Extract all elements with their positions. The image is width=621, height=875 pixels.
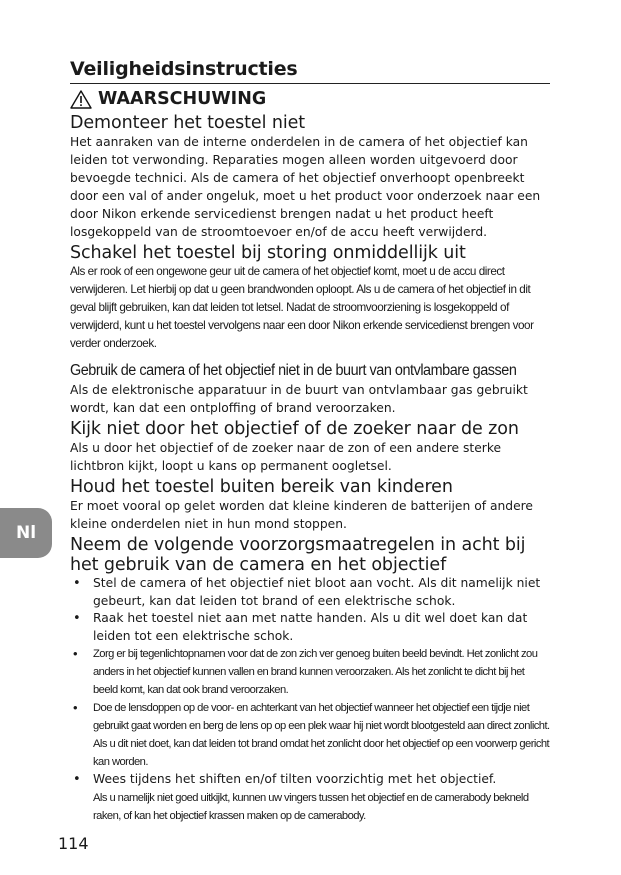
section-flammable-gas [70,361,550,417]
section-malfunction [70,243,550,353]
section-body: Het aanraken van de interne onderdelen in de camera of het objectief kan leiden tot verwonding. Reparaties mogen alleen worden uitgevoerd door bevoegde technici. Als de camera of het objectief onverhoopt openbreekt door een val of ander ongeluk, moet u het product voor onderzoek naar een door Nikon erkende servicedienst brengen nadat u het product heeft losgekoppeld van de stroomtoevoer en/of de accu heeft verwijderd. [70,135,541,239]
section-body: Als u door het objectief of de zoeker naar de zon of een andere sterke lichtbron kijkt, loopt u kans op permanent oogletsel. [70,441,502,473]
section-heading: Schakel het toestel bij storing onmiddellijk uit [70,243,466,263]
language-tab: Nl [0,508,52,558]
section-children [70,477,550,533]
list-item: • Zorg er bij tegenlichtopnamen voor dat de zon zich ver genoeg buiten beeld bevindt. Het zonlicht zou anders in het objectief kunnen vallen en brand kunnen veroorzaken. Als het zonlicht te dicht bij het beeld komt, kan dat ook brand veroorzaken. [70,645,550,699]
warning-triangle-icon [70,90,92,109]
document-page [70,58,550,825]
section-heading: Neem de volgende voorzorgsmaatregelen in acht bij het gebruik van de camera en het objectief [70,535,526,575]
list-item-text: Wees tijdens het shiften en/of tilten voorzichtig met het objectief. [93,772,497,786]
section-body: Als de elektronische apparatuur in de buurt van ontvlambaar gas gebruikt wordt, kan dat een ontploffing of brand veroorzaken. [70,383,528,415]
precautions-list [70,575,550,825]
list-item-subtext: Als u namelijk niet goed uitkijkt, kunnen uw vingers tussen het objectief en de camerabody bekneld raken, of kan het objectief krassen maken op de camerabody. [93,791,529,822]
section-heading: Kijk niet door het objectief of de zoeker naar de zon [70,419,519,439]
warning-label: WAARSCHUWING [98,89,267,109]
section-body: Als er rook of een ongewone geur uit de camera of het objectief komt, moet u de accu direct verwijderen. Let hierbij op dat u geen brandwonden oploopt. Als u de camera of het objectief in dit geval blijft gebruiken, kan dat leiden tot letsel. Nadat de stroomvoorziening is losgekoppeld of verwijderd, kunt u het toestel vervolgens naar een door Nikon erkende servicedienst brengen voor verder onderzoek. [70,265,534,350]
section-disassemble [70,113,550,241]
section-heading: Houd het toestel buiten bereik van kinderen [70,477,453,497]
list-item: • Raak het toestel niet aan met natte handen. Als u dit wel doet kan dat leiden tot een elektrische schok. [70,610,550,645]
list-item [70,771,550,825]
section-body: Er moet vooral op gelet worden dat kleine kinderen de batterijen of andere kleine onderdelen niet in hun mond stoppen. [70,499,534,531]
warning-heading [70,88,550,110]
section-heading: Demonteer het toestel niet [70,113,306,133]
section-sun [70,419,550,475]
section-heading: Gebruik de camera of het objectief niet in de buurt van ontvlambare gassen [70,362,517,379]
list-item: • Stel de camera of het objectief niet bloot aan vocht. Als dit namelijk niet gebeurt, kan dat leiden tot brand of een elektrische schok. [70,575,550,610]
list-item: • Doe de lensdoppen op de voor- en achterkant van het objectief wanneer het objectief een tijdje niet gebruikt gaat worden en berg de lens op op een plek waar hij niet wordt blootgesteld aan direct zonlicht. Als u dit niet doet, kan dat leiden tot brand omdat het zonlicht door het objectief op een voorwerp gericht kan worden. [70,699,550,771]
section-precautions [70,535,550,825]
page-title: Veiligheidsinstructies [70,58,550,84]
page-number: 114 [58,834,89,853]
